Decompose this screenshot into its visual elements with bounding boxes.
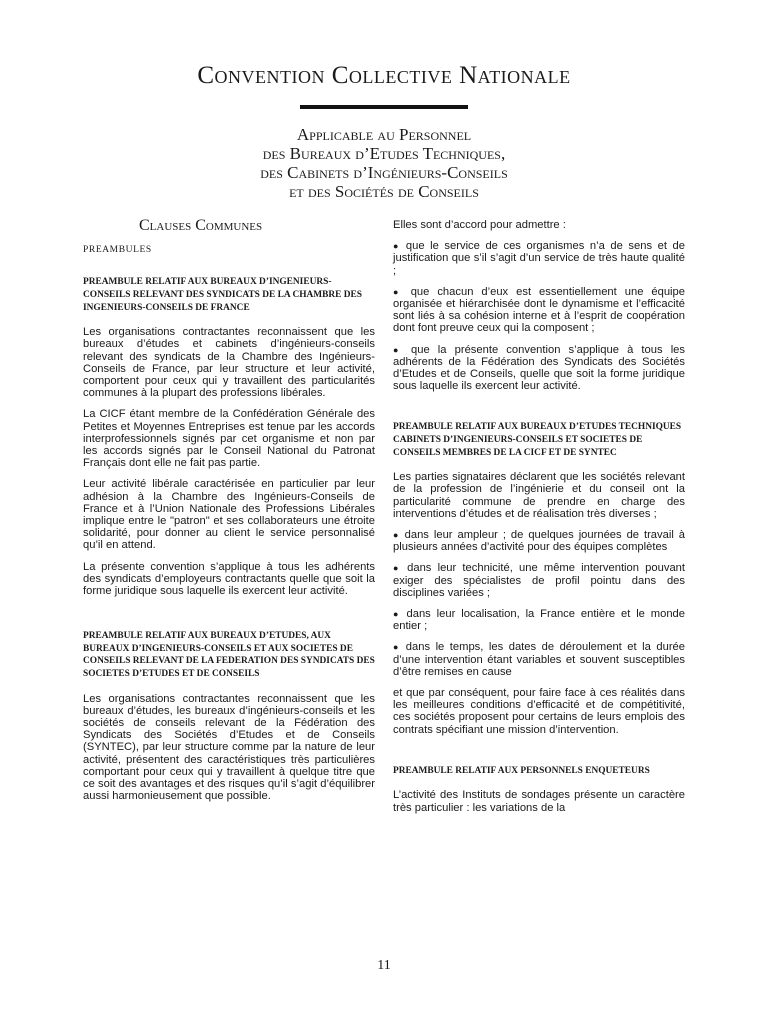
bullet-icon: ● [393,530,405,541]
document-title: Convention Collective Nationale [197,62,571,89]
subtitle-line: des Cabinets d’Ingénieurs-Conseils [260,163,508,182]
bullet-text: dans le temps, les dates de déroulement et la durée d’une intervention étant variables et souvent susceptibles d’être remises en cause [393,641,685,678]
subtitle-line: Applicable au Personnel [296,125,472,144]
bullet-icon: ● [393,344,411,355]
page-number: 11 [377,958,391,973]
preamble-heading: PREAMBULE RELATIF AUX BUREAUX D’ETUDES TECHNIQUES CABINETS D’INGENIEURS-CONSEILS ET SOCIETES DE CONSEILS MEMBRES DE LA CICF ET DE SYNTEC [393,422,682,458]
subtitle-line: des Bureaux d’Etudes Techniques, [262,144,506,163]
bullet-item [393,641,685,678]
bullet-item [393,529,685,553]
preamble-heading: PREAMBULE RELATIF AUX BUREAUX D’INGENIEURS-CONSEILS RELEVANT DES SYNDICATS DE LA CHAMBRE DES INGENIEURS-CONSEILS DE FRANCE [83,277,362,313]
bullet-icon: ● [393,642,406,653]
bullet-item [393,562,685,599]
bullet-text: dans leur ampleur ; de quelques journées de travail à plusieurs années d’activité pour des équipes complètes [393,529,685,554]
paragraph: L’activité des Instituts de sondages présente un caractère très particulier : les variations de la [393,789,685,814]
section-label: PREAMBULES [83,245,152,256]
bullet-text: que la présente convention s’applique à tous les adhérents de la Fédération des Syndicats des Sociétés d’Etudes et de Conseils, quelle que soit la forme juridique sous laquelle ils exercent leur activité. [393,343,686,393]
paragraph: Les organisations contractantes reconnaissent que les bureaux d’études, les bureaux d’ingénieurs-conseils et les sociétés de conseils relevant de la Fédération des Syndicats des Sociétés d’Etudes et de Conseils (SYNTEC), par leur structure comme par la nature de leur activité, présentent des caractéristiques très particulières comportant pour ceux qui y travaillent à quelque titre que ce soit des avantages et des risques qu’il s’agit d’équilibrer aussi harmonieusement que possible. [83,692,375,803]
bullet-icon: ● [393,241,406,252]
paragraph: La CICF étant membre de la Confédération Générale des Petites et Moyennes Entreprises est tenue par les accords interprofessionnels signés par cet organisme et non par les accords signés par le Conseil National du Patronat Français dont elle ne fait pas partie. [83,408,375,470]
bullet-item [393,608,685,632]
bullet-text: dans leur localisation, la France entière et le monde entier ; [393,608,686,633]
title-divider [300,105,468,109]
paragraph: Leur activité libérale caractérisée en particulier par leur adhésion à la Chambre des Ingénieurs-Conseils de France et à l’Union Nationale des Professions Libérales implique entre le "patron" et ses collaborateurs une étroite solidarité, pour donner au client le service personnalisé qu’il en attend. [83,478,375,552]
bullet-icon: ● [393,563,408,574]
paragraph: Les organisations contractantes reconnaissent que les bureaux d’études et cabinets d’ingénieurs-conseils relevant des syndicats de la Chambre des Ingénieurs-Conseils de France, par leur structure et leur activité, comportent pour ceux qui y travaillent des particularités communes à la plupart des professions libérales. [83,326,375,400]
bullet-text: que chacun d’eux est essentiellement une équipe organisée et hiérarchisée dont le dynamisme et l’efficacité sont liés à sa cohésion interne et à l’esprit de coopération dont font preuve ceux qui la composent ; [393,285,685,335]
paragraph: Elles sont d’accord pour admettre : [393,219,566,231]
section-title: Clauses Communes [139,217,263,234]
paragraph: et que par conséquent, pour faire face à ces réalités dans les meilleures conditions d’efficacité et de compétitivité, ces sociétés proposent pour certains de leurs emplois des contrats spécifiant une mission d’intervention. [393,687,685,736]
bullet-text: dans leur technicité, une même intervention pouvant exiger des spécialistes de profil pointu dans des disciplines variées ; [393,562,685,599]
preamble-heading: PREAMBULE RELATIF AUX BUREAUX D’ETUDES, AUX BUREAUX D’INGENIEURS-CONSEILS ET AUX SOCIETES DE CONSEILS RELEVANT DE LA FEDERATION DES SYNDICATS DES SOCIETES D’ETUDES ET DE CONSEILS [83,631,375,680]
subtitle-line: et des Sociétés de Conseils [289,182,479,201]
bullet-item [393,286,685,335]
right-column [393,219,685,823]
bullet-item [393,240,685,277]
bullet-icon: ● [393,286,411,297]
paragraph: La présente convention s’applique à tous les adhérents des syndicats d’employeurs contractants quelle que soit la forme juridique sous laquelle ils exercent leur activité. [83,560,375,598]
document-subtitle [0,125,768,201]
preamble-heading: PREAMBULE RELATIF AUX PERSONNELS ENQUETEURS [393,765,650,776]
bullet-item [393,344,685,393]
bullet-icon: ● [393,609,407,620]
bullet-text: que le service de ces organismes n’a de sens et de justification que s’il s’agit d’un service de très haute qualité ; [393,240,685,277]
paragraph: Les parties signataires déclarent que les sociétés relevant de la profession de l’ingénierie et du conseil ont la particularité commune de prendre en charge des interventions d’études et de réalisation très diverses ; [393,471,685,520]
left-column [83,217,375,811]
